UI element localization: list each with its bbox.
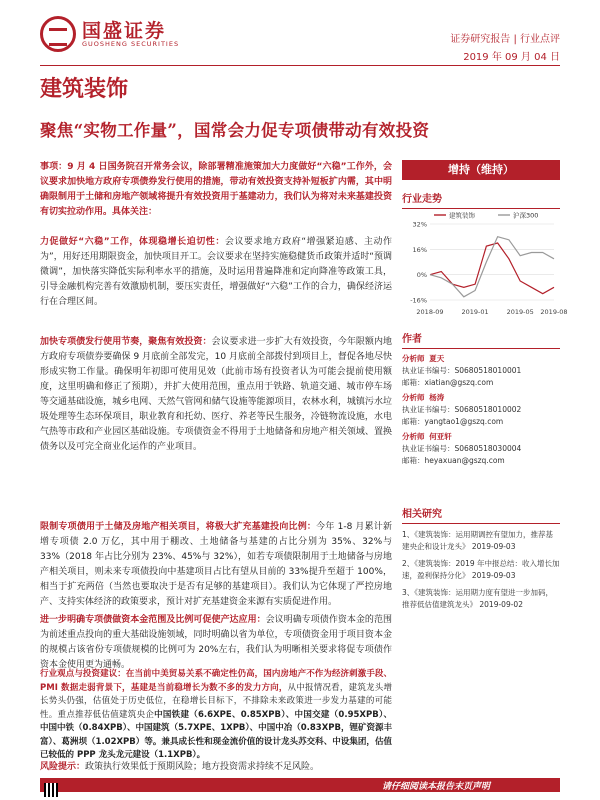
paragraph-intro (40, 160, 392, 220)
author-email[interactable]: yangtao1@gszq.com (424, 417, 504, 426)
company-logo (40, 14, 180, 52)
legend-label: 建筑装饰 (449, 211, 475, 220)
intro-text: 事项：9 月 4 日国务院召开常务会议，除部署精准施策加大力度做好“六稳”工作外，会议要求加快地方政府专项债券发行使用的措施，带动有效投资支持补短板扩内需，其中明确限制用于土储和房地产领域将提升有效投资用于基建动力，我们认为将对未来基建投资有切实拉动作用。具体关注： (40, 162, 392, 217)
recommendation-stocks: 中国铁建（6.6XPE、0.85XPB）、中国交建（0.95XPB）、中国中铁（0.84XPB）、中国建筑（5.7XPE、1XPB）、中国中冶（0.83XPB，锂矿资源丰富）、葛洲坝（1.02XPB）等。兼具成长性和现金流价值的设计龙头苏交科、中设集团，估值已较低的 PPP 龙头龙元建设（1.1XPB）。 (40, 709, 392, 760)
related-item-3[interactable] (402, 587, 560, 611)
report-type: 证券研究报告 | 行业点评 (450, 34, 560, 45)
restriction-body: 今年 1-8 月累计新增专项债 2.0 万亿，其中用于棚改、土地储备与基建的占比分别为 35%、32%与 33%（2018 年占比分别为 23%、45%与 32%），如若专项债限制用于土地储备与房地产相关项目，则未来专项债投向中基建项目占比有望从目前的 33%提升至超于 100%，相当于扩充两倍（当然也要取决于是否有足够的基建项目）。我们认为它体现了严控房地产、支持实体经济的政策要求，预计对扩充基建资金来源有实质促进作用。 (40, 522, 392, 607)
cert-label: 执业证书编号： (402, 366, 455, 375)
author-name: 夏天 (429, 354, 445, 363)
related-date: 2019-09-03 (471, 542, 516, 551)
mail-label: 邮箱： (402, 378, 425, 387)
qr-code-icon (44, 783, 58, 797)
logo-icon (40, 16, 76, 52)
x-tick-label: 2019-05 (506, 308, 534, 316)
paragraph-recommendation (40, 668, 392, 763)
related-text: 1、《建筑装饰：运用期调控有望加力，推荐基建央企和设计龙头》 (402, 530, 554, 551)
recommendation-head: 行业观点与投资建议：在当前中美贸易关系不确定性仍高，国内房地产不作为经济刺激手段、PMI 数据走弱背景下，基建是当前稳增长为数不多的发力方向， (40, 669, 392, 693)
liuwen-body: 会议要求地方政府“增强紧迫感、主动作为”，用好还用期限资金，加快项目开工。会议要求在坚持实施稳健货币政策并适时“预调微调”，加快落实降低实际利率水平的措施，及时运用普遍降准和定向降准等政策工具，引导金融机构完善有效激励机制，要压实责任，增强做好“六稳”工作的合力，确保经济运行在合理区间。 (40, 237, 392, 307)
authors-divider (402, 348, 560, 349)
report-date: 2019 年 09 月 04 日 (463, 52, 560, 63)
related-section (402, 505, 560, 611)
series-line (430, 237, 554, 297)
trend-chart (402, 208, 568, 320)
trend-section (402, 190, 560, 209)
author-name: 何亚轩 (429, 432, 452, 441)
header-divider (40, 65, 560, 66)
report-title: 聚焦“实物工作量”，国常会力促专项债带动有效投资 (40, 121, 430, 140)
trend-title: 行业走势 (402, 194, 442, 205)
paragraph-capital (40, 613, 392, 673)
issuance-head: 加快专项债发行使用节奏，聚焦有效投资： (40, 337, 212, 347)
risk-head: 风险提示： (40, 762, 86, 772)
rating-badge: 增持（维持） (402, 160, 560, 180)
x-tick-label: 2018-09 (416, 308, 444, 316)
authors-title: 作者 (402, 334, 422, 345)
authors-section (402, 330, 560, 467)
author-name: 杨涛 (429, 393, 445, 402)
related-date: 2019-09-02 (479, 600, 523, 609)
cert-number: S0680518010001 (454, 366, 522, 375)
issuance-body: 会议要求进一步扩大有效投资，今年限额内地方政府专项债券要确保 9 月底前全部发完，10 月底前全部拨付到项目上，督促各地尽快形成实物工作量。确保明年初即可使用见效（此前市场有投资者认为可能会提前使用额度，这里明确和修正了预期），并扩大使用范围，重点用于铁路、轨道交通、城市停车场等交通基础设施，城乡电网、天然气管网和储气设施等能源项目，农林水利，城镇污水垃圾处理等生态环保项目，职业教育和托幼、医疗、养老等民生服务，冷链物流设施，水电气热等市政和产业园区基础设施。专项债资金不得用于土地储备和房地产相关领域、置换债务以及可完全商业化运作的产业项目。 (40, 337, 392, 452)
related-text: 3、《建筑装饰：运用期力度有望进一步加码，推荐低估值建筑龙头》 (402, 588, 554, 609)
author-email[interactable]: xiatian@gszq.com (424, 378, 494, 387)
logo-en: GUOSHENG SECURITIES (82, 40, 180, 48)
y-tick-label: 0% (416, 271, 427, 280)
capital-head: 进一步明确专项债做资本金范围及比例可促使产达应用： (40, 615, 266, 625)
footer-notice: 请仔细阅读本报告末页声明 (381, 782, 490, 792)
restriction-head: 限制专项债用于土储及房地产相关项目，将极大扩充基建投向比例： (40, 522, 317, 532)
related-divider (402, 523, 560, 524)
cert-label: 执业证书编号： (402, 405, 455, 414)
author-role: 分析师 (402, 393, 425, 402)
paragraph-liuwen (40, 235, 392, 310)
author-role: 分析师 (402, 354, 425, 363)
cert-number: S0680518010002 (454, 405, 522, 414)
industry-name: 建筑装饰 (40, 76, 129, 102)
author-1 (402, 353, 560, 389)
recommendation-body: 从中报情况看，建筑龙头增长势头仍强，估值处于历史低位，在稳增长目标下，不排除未来政策进一步发力基建的可能性。重点推荐低估值建筑央企 (40, 682, 392, 720)
liuwen-head: 力促做好“六稳”工作，体现稳增长迫切性： (40, 237, 225, 247)
y-tick-label: 16% (412, 245, 427, 254)
mail-label: 邮箱： (402, 417, 425, 426)
x-tick-label: 2019-01 (461, 308, 489, 316)
y-tick-label: 32% (412, 220, 427, 229)
related-text: 2、《建筑装饰：2019 年中报总结：收入增长加速，盈利保持分化》 (402, 559, 560, 580)
author-3 (402, 431, 560, 467)
risk-body: 政策执行效果低于预期风险；地方投资需求持续不足风险。 (85, 762, 320, 772)
x-tick-label: 2019-08 (540, 308, 568, 316)
y-tick-label: -16% (410, 296, 427, 305)
paragraph-risk (40, 760, 392, 775)
related-date: 2019-09-03 (471, 571, 516, 580)
mail-label: 邮箱： (402, 456, 425, 465)
related-item-1[interactable] (402, 529, 560, 553)
related-title: 相关研究 (402, 509, 442, 520)
author-2 (402, 392, 560, 428)
author-email[interactable]: heyaxuan@gszq.com (424, 456, 505, 465)
paragraph-issuance (40, 335, 392, 455)
legend-label: 沪深300 (513, 211, 539, 220)
author-role: 分析师 (402, 432, 425, 441)
capital-body: 会议明确专项债作资本金的范围为前述重点投向的重大基础设施领域，同时明确以省为单位，专项债资金用于项目资本金的规模占该省份专项债规模的比例可为 20%左右，我们认为明晰相关要求将促专项债作资本金使用更为通畅。 (40, 615, 392, 670)
cert-number: S0680518030004 (454, 444, 522, 453)
paragraph-restriction (40, 520, 392, 610)
logo-cn: 国盛证券 (82, 20, 167, 42)
cert-label: 执业证书编号： (402, 444, 455, 453)
related-item-2[interactable] (402, 558, 560, 582)
